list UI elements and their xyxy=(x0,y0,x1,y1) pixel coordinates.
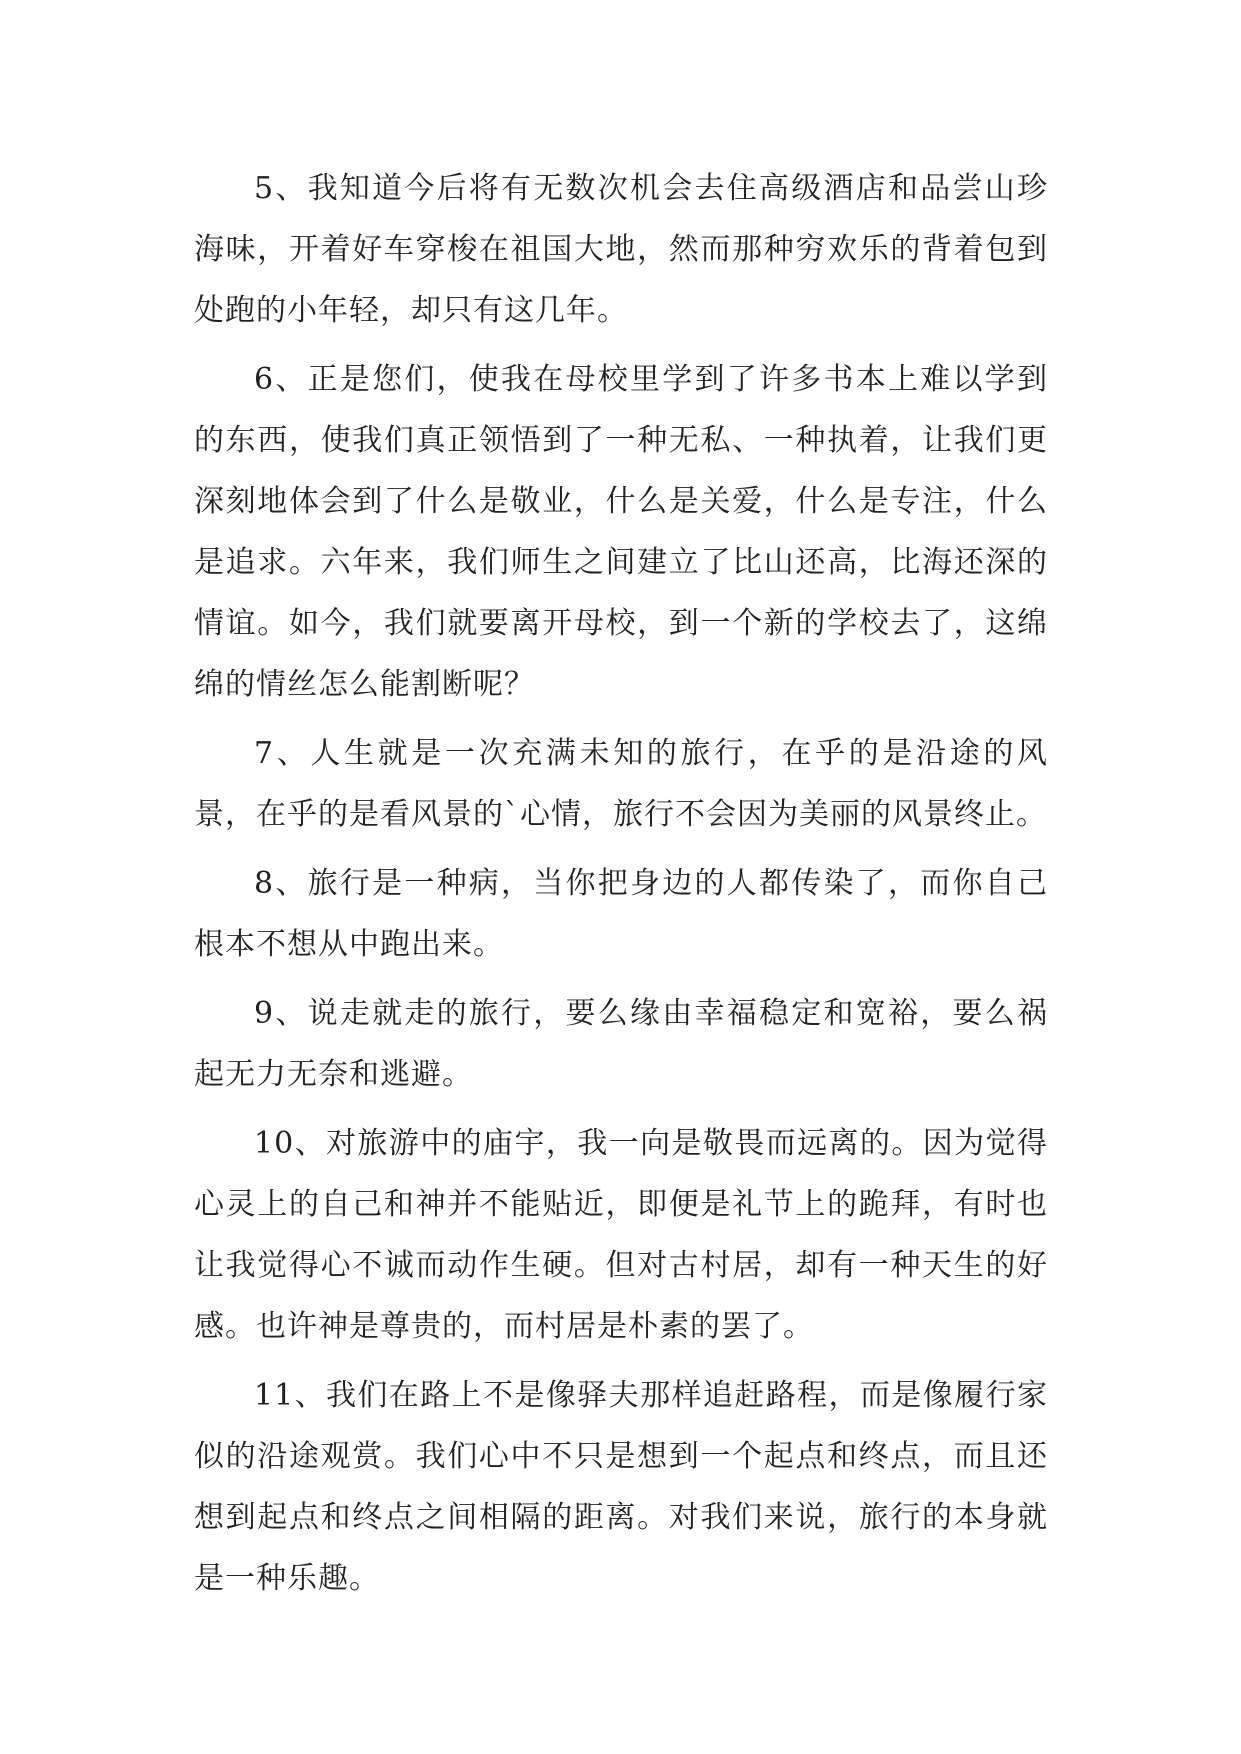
document-body xyxy=(194,158,1048,1617)
paragraph-5: 5、我知道今后将有无数次机会去住高级酒店和品尝山珍海味，开着好车穿梭在祖国大地，然而那种穷欢乐的背着包到处跑的小年轻，却只有这几年。 xyxy=(194,171,1048,328)
paragraph-11: 11、我们在路上不是像驿夫那样追赶路程，而是像履行家似的沿途观赏。我们心中不只是想到一个起点和终点，而且还想到起点和终点之间相隔的距离。对我们来说，旅行的本身就是一种乐趣。 xyxy=(194,1378,1048,1596)
paragraph-6: 6、正是您们，使我在母校里学到了许多书本上难以学到的东西，使我们真正领悟到了一种无私、一种执着，让我们更深刻地体会到了什么是敬业，什么是关爱，什么是专注，什么是追求。六年来，我们师生之间建立了比山还高，比海还深的情谊。如今，我们就要离开母校，到一个新的学校去了，这绵绵的情丝怎么能割断呢？ xyxy=(194,362,1048,702)
paragraph-9: 9、说走就走的旅行，要么缘由幸福稳定和宽裕，要么祸起无力无奈和逃避。 xyxy=(194,996,1048,1092)
paragraph-8: 8、旅行是一种病，当你把身边的人都传染了，而你自己根本不想从中跑出来。 xyxy=(194,866,1048,962)
paragraph-7: 7、人生就是一次充满未知的旅行，在乎的是沿途的风景，在乎的是看风景的`心情，旅行不会因为美丽的风景终止。 xyxy=(194,736,1048,832)
paragraph-10: 10、对旅游中的庙宇，我一向是敬畏而远离的。因为觉得心灵上的自己和神并不能贴近，即便是礼节上的跪拜，有时也让我觉得心不诚而动作生硬。但对古村居，却有一种天生的好感。也许神是尊贵的，而村居是朴素的罢了。 xyxy=(194,1126,1048,1344)
